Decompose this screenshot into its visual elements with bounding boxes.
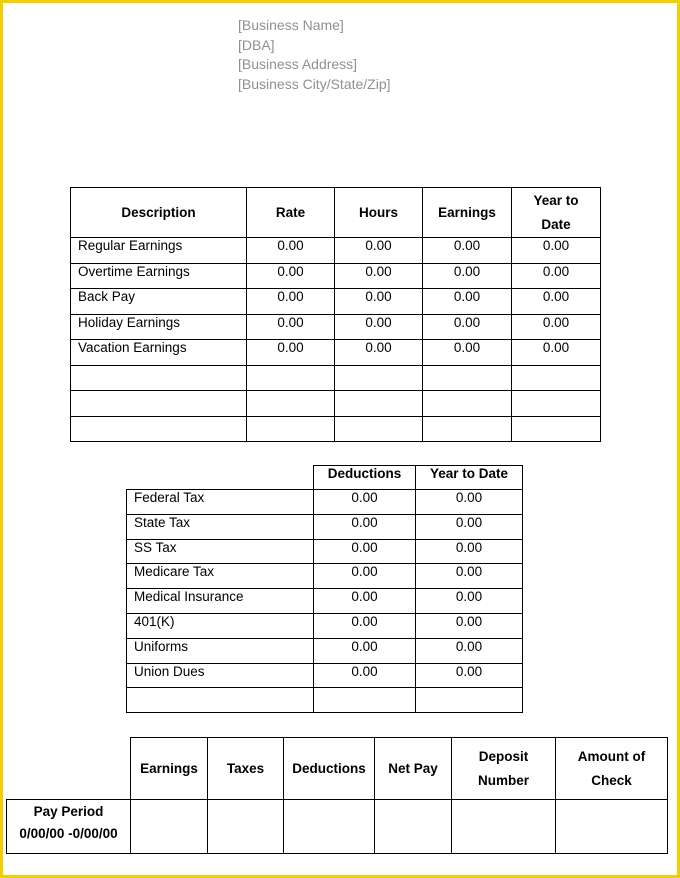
- business-info: [238, 16, 391, 94]
- earnings-cell[interactable]: 0.00: [247, 314, 335, 340]
- table-row: [71, 416, 601, 442]
- pay-period-value: 0/00/00 -0/00/00: [19, 826, 118, 841]
- deduction-cell[interactable]: Medicare Tax: [127, 564, 314, 589]
- table-row: [71, 314, 601, 340]
- business-city-state-zip[interactable]: [Business City/State/Zip]: [238, 75, 391, 92]
- summary-header-taxes: Taxes: [208, 738, 284, 800]
- earnings-cell[interactable]: 0.00: [512, 238, 601, 264]
- business-name[interactable]: [Business Name]: [238, 17, 344, 33]
- deduction-cell[interactable]: 0.00: [416, 663, 523, 688]
- earnings-cell[interactable]: [71, 365, 247, 391]
- earnings-table: [70, 187, 601, 442]
- deductions-table: [126, 465, 523, 713]
- deduction-cell[interactable]: State Tax: [127, 514, 314, 539]
- earnings-cell[interactable]: 0.00: [335, 238, 423, 264]
- deduction-cell[interactable]: Union Dues: [127, 663, 314, 688]
- earnings-cell[interactable]: 0.00: [335, 314, 423, 340]
- earnings-cell[interactable]: 0.00: [512, 289, 601, 315]
- earnings-cell[interactable]: 0.00: [512, 340, 601, 366]
- summary-deposit-number-cell[interactable]: [452, 800, 556, 854]
- earnings-cell[interactable]: [512, 391, 601, 417]
- deduction-cell[interactable]: [314, 688, 416, 713]
- summary-amount-of-check-cell[interactable]: [556, 800, 668, 854]
- deduction-cell[interactable]: Federal Tax: [127, 490, 314, 515]
- table-row: [127, 589, 523, 614]
- earnings-cell[interactable]: 0.00: [423, 314, 512, 340]
- pay-summary-table: [6, 737, 668, 854]
- earnings-cell[interactable]: 0.00: [512, 263, 601, 289]
- table-row: [71, 289, 601, 315]
- deduction-cell[interactable]: 401(K): [127, 613, 314, 638]
- deduction-cell[interactable]: 0.00: [314, 514, 416, 539]
- deduction-cell[interactable]: [416, 688, 523, 713]
- pay-period-cell[interactable]: [7, 800, 131, 854]
- deductions-header-ytd: Year to Date: [416, 466, 523, 490]
- earnings-header-description: Description: [71, 188, 247, 238]
- deduction-cell[interactable]: 0.00: [314, 589, 416, 614]
- deduction-cell[interactable]: Uniforms: [127, 638, 314, 663]
- earnings-cell[interactable]: [512, 416, 601, 442]
- earnings-cell[interactable]: [71, 391, 247, 417]
- table-row: [71, 340, 601, 366]
- table-row: [127, 564, 523, 589]
- earnings-cell[interactable]: [512, 365, 601, 391]
- summary-earnings-cell[interactable]: [131, 800, 208, 854]
- deduction-cell[interactable]: 0.00: [314, 663, 416, 688]
- table-row: [127, 638, 523, 663]
- earnings-header-row: [71, 188, 601, 238]
- deduction-cell[interactable]: 0.00: [416, 613, 523, 638]
- earnings-cell[interactable]: [335, 365, 423, 391]
- business-dba[interactable]: [DBA]: [238, 36, 275, 53]
- earnings-cell[interactable]: Back Pay: [71, 289, 247, 315]
- earnings-cell[interactable]: Vacation Earnings: [71, 340, 247, 366]
- summary-header-deductions: Deductions: [284, 738, 375, 800]
- earnings-cell[interactable]: Overtime Earnings: [71, 263, 247, 289]
- table-row: [71, 263, 601, 289]
- deduction-cell[interactable]: 0.00: [314, 539, 416, 564]
- table-row: [71, 238, 601, 264]
- earnings-cell[interactable]: [335, 416, 423, 442]
- earnings-cell[interactable]: 0.00: [247, 340, 335, 366]
- summary-header-row: [7, 738, 668, 800]
- summary-net-pay-cell[interactable]: [375, 800, 452, 854]
- earnings-cell[interactable]: [423, 416, 512, 442]
- table-row: [127, 688, 523, 713]
- earnings-cell[interactable]: 0.00: [247, 289, 335, 315]
- summary-header-earnings: Earnings: [131, 738, 208, 800]
- earnings-cell[interactable]: 0.00: [335, 263, 423, 289]
- earnings-cell[interactable]: 0.00: [512, 314, 601, 340]
- summary-header-blank: [7, 738, 131, 800]
- summary-header-amount-of-check: Amount of Check: [556, 738, 668, 800]
- table-row: [71, 391, 601, 417]
- table-row: [127, 490, 523, 515]
- table-row: [127, 663, 523, 688]
- earnings-cell[interactable]: 0.00: [335, 289, 423, 315]
- deduction-cell[interactable]: 0.00: [416, 539, 523, 564]
- earnings-cell[interactable]: 0.00: [423, 340, 512, 366]
- earnings-cell[interactable]: [71, 416, 247, 442]
- earnings-cell[interactable]: 0.00: [423, 238, 512, 264]
- deductions-header-blank: [127, 466, 314, 490]
- deduction-cell[interactable]: Medical Insurance: [127, 589, 314, 614]
- earnings-header-earnings: Earnings: [423, 188, 512, 238]
- deduction-cell[interactable]: 0.00: [416, 564, 523, 589]
- earnings-cell[interactable]: Holiday Earnings: [71, 314, 247, 340]
- earnings-header-hours: Hours: [335, 188, 423, 238]
- deduction-cell[interactable]: SS Tax: [127, 539, 314, 564]
- earnings-cell[interactable]: [335, 391, 423, 417]
- deduction-cell[interactable]: 0.00: [416, 490, 523, 515]
- deduction-cell[interactable]: 0.00: [416, 638, 523, 663]
- table-row: [127, 514, 523, 539]
- earnings-cell[interactable]: [423, 391, 512, 417]
- table-row: [127, 613, 523, 638]
- deduction-cell[interactable]: [127, 688, 314, 713]
- summary-deductions-cell[interactable]: [284, 800, 375, 854]
- table-row: [71, 365, 601, 391]
- summary-taxes-cell[interactable]: [208, 800, 284, 854]
- deductions-header-row: [127, 466, 523, 490]
- earnings-cell[interactable]: 0.00: [423, 263, 512, 289]
- summary-header-deposit-number: Deposit Number: [452, 738, 556, 800]
- earnings-header-ytd: Year to Date: [512, 188, 601, 238]
- earnings-cell[interactable]: [247, 416, 335, 442]
- deduction-cell[interactable]: 0.00: [416, 589, 523, 614]
- earnings-header-rate: Rate: [247, 188, 335, 238]
- earnings-cell[interactable]: 0.00: [247, 238, 335, 264]
- earnings-cell[interactable]: [247, 391, 335, 417]
- deduction-cell[interactable]: 0.00: [416, 514, 523, 539]
- deduction-cell[interactable]: 0.00: [314, 490, 416, 515]
- earnings-cell[interactable]: 0.00: [247, 263, 335, 289]
- table-row: [7, 800, 668, 854]
- earnings-cell[interactable]: 0.00: [423, 289, 512, 315]
- deduction-cell[interactable]: 0.00: [314, 564, 416, 589]
- pay-period-label: Pay Period: [33, 804, 104, 819]
- summary-header-net-pay: Net Pay: [375, 738, 452, 800]
- deduction-cell[interactable]: 0.00: [314, 613, 416, 638]
- earnings-cell[interactable]: Regular Earnings: [71, 238, 247, 264]
- deduction-cell[interactable]: 0.00: [314, 638, 416, 663]
- business-address[interactable]: [Business Address]: [238, 56, 358, 72]
- earnings-cell[interactable]: [423, 365, 512, 391]
- earnings-cell[interactable]: [247, 365, 335, 391]
- deductions-header-deductions: Deductions: [314, 466, 416, 490]
- table-row: [127, 539, 523, 564]
- earnings-cell[interactable]: 0.00: [335, 340, 423, 366]
